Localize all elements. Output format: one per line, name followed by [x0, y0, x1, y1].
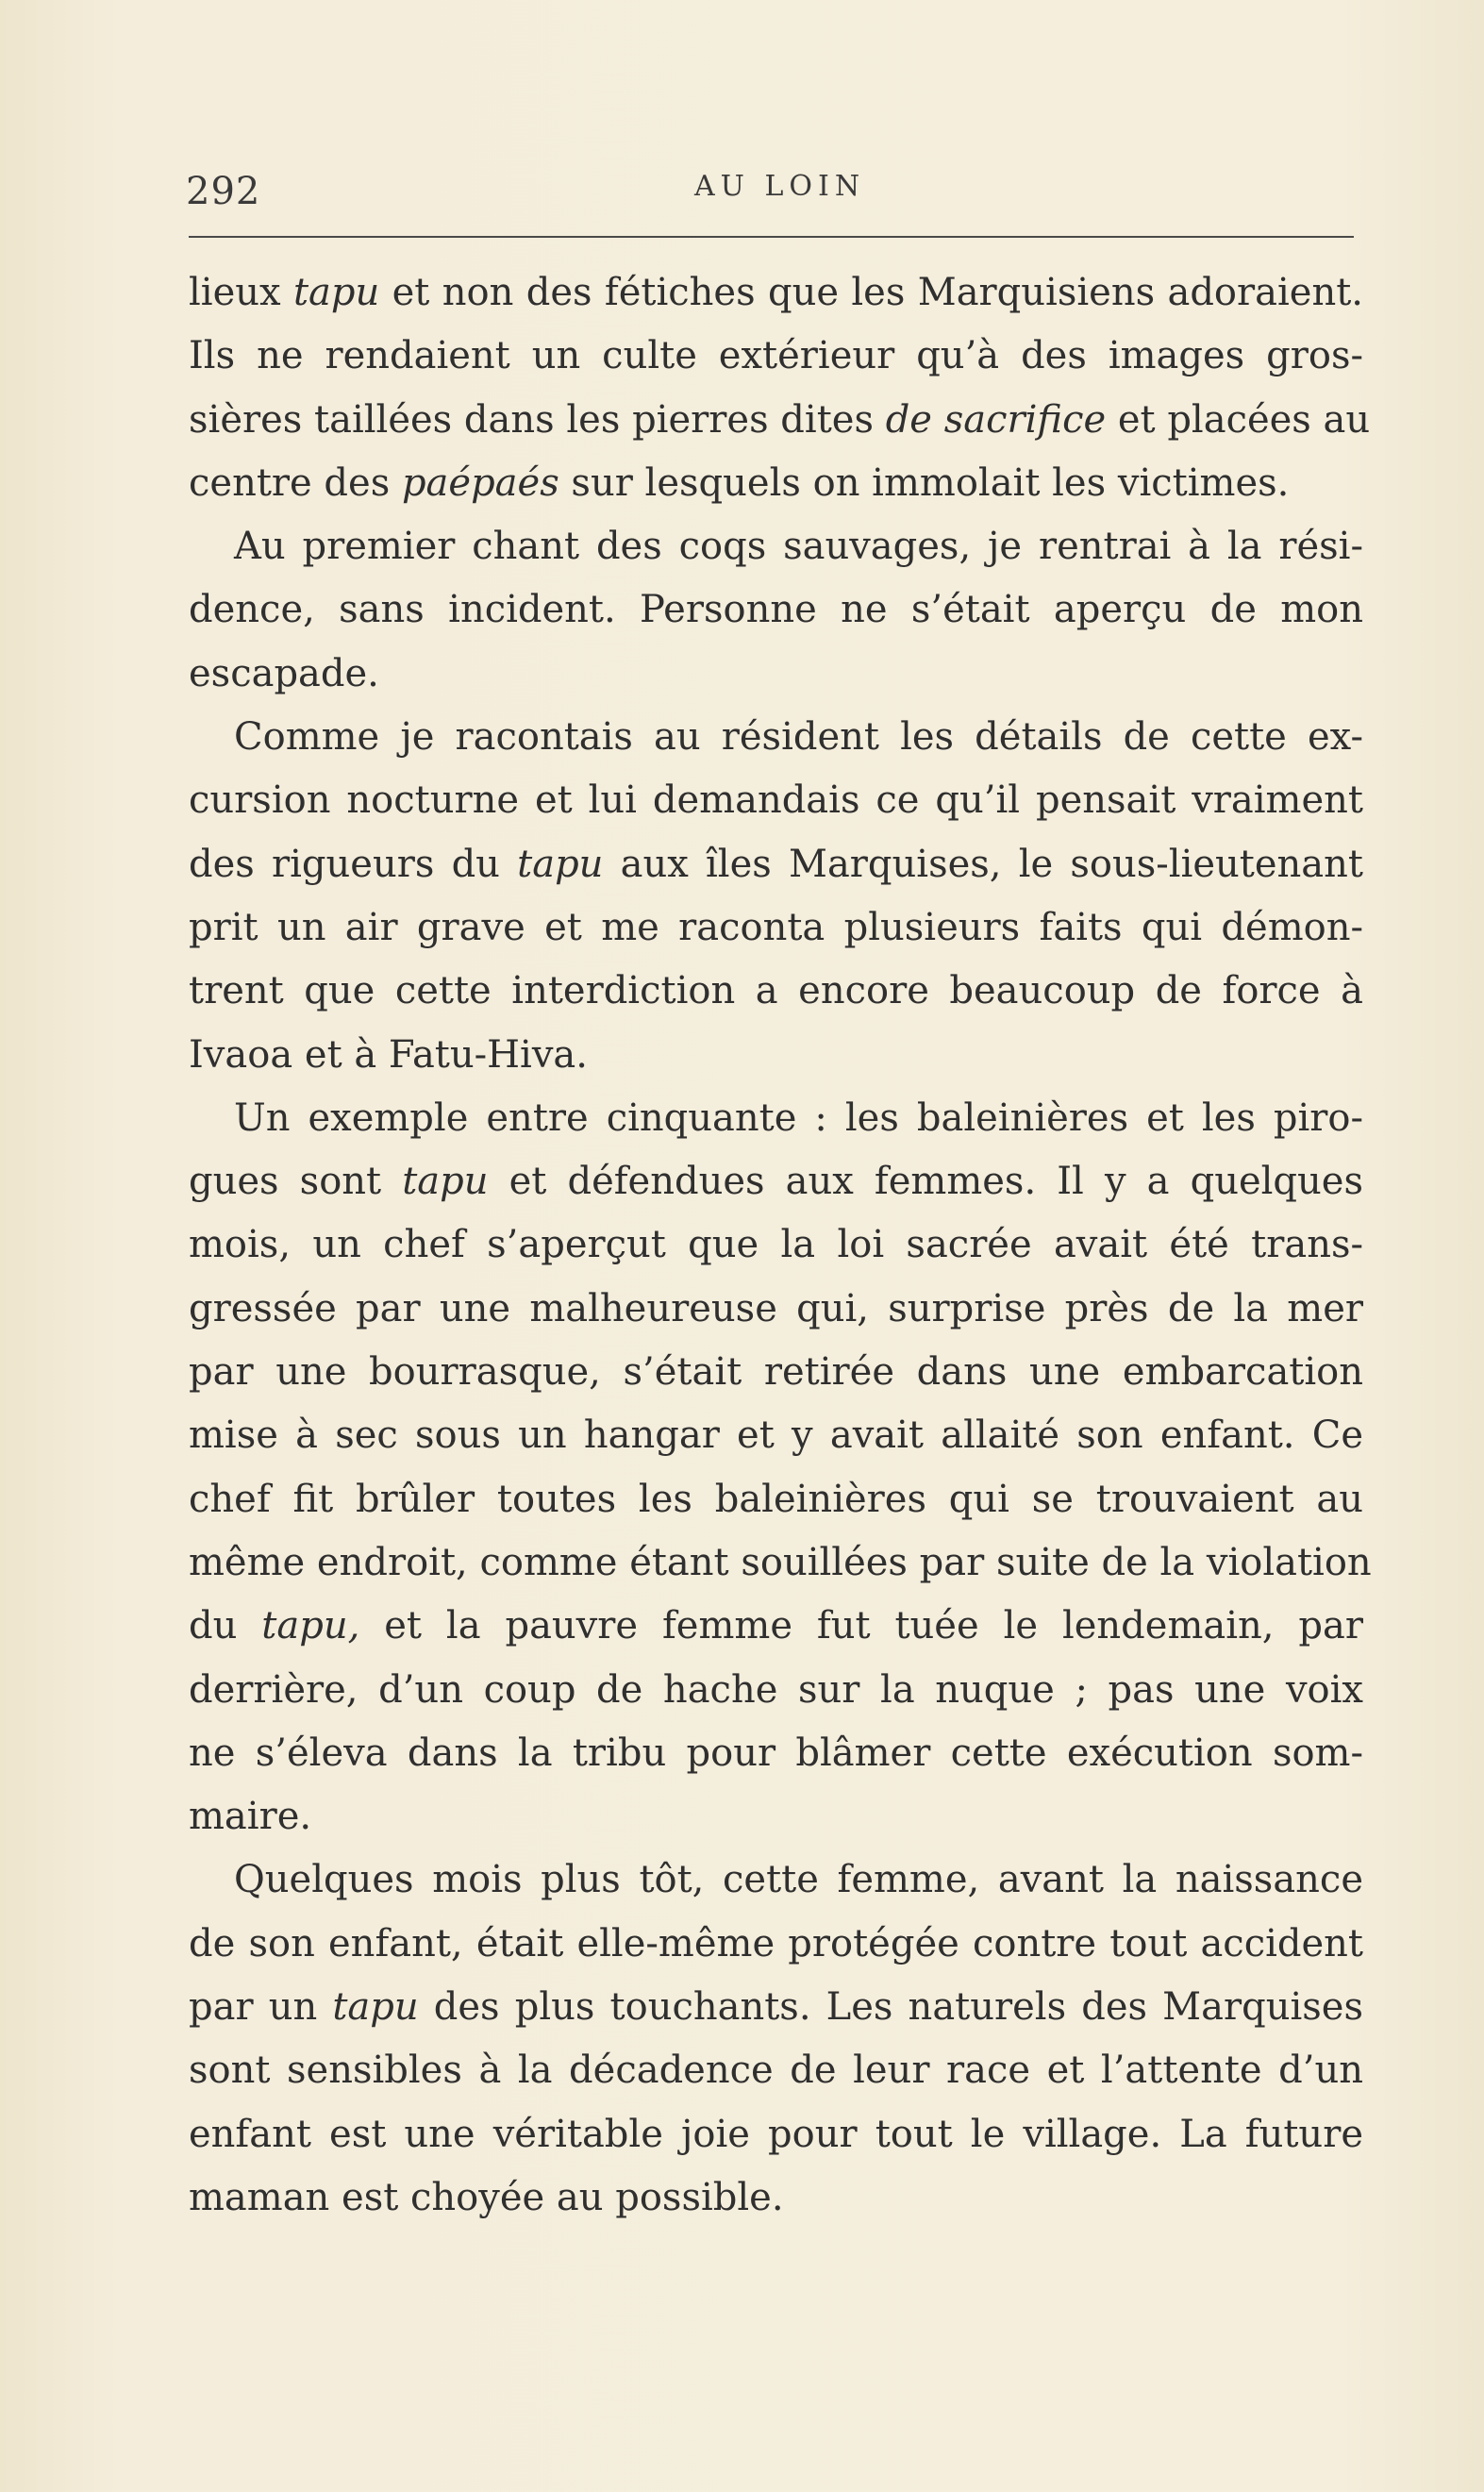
text-line: centre des paépaés sur lesquels on immolait les victimes.	[189, 460, 1290, 505]
text-line: Ivaoa et à Fatu-Hiva.	[189, 1032, 588, 1077]
text-line: même endroit, comme étant souillées par suite de la violation	[189, 1540, 1372, 1584]
text-line: maire.	[189, 1795, 312, 1839]
text-line: Ils ne rendaient un culte extérieur qu’à des images gros-	[189, 334, 1363, 378]
text-line: maman est choyée au possible.	[189, 2175, 784, 2219]
text-line: Au premier chant des coqs sauvages, je rentrai à la rési-	[234, 525, 1363, 569]
text-line: prit un air grave et me raconta plusieurs faits qui démon-	[189, 905, 1363, 949]
text-line: mois, un chef s’aperçut que la loi sacrée avait été trans-	[189, 1223, 1363, 1267]
text-line: sont sensibles à la décadence de leur race et l’attente d’un	[189, 2049, 1363, 2093]
text-line: par une bourrasque, s’était retirée dans une embarcation	[189, 1350, 1363, 1395]
body-text	[189, 261, 1372, 2230]
text-line: derrière, d’un coup de hache sur la nuque ; pas une voix	[189, 1667, 1363, 1712]
text-line: ne s’éleva dans la tribu pour blâmer cette exécution som-	[189, 1731, 1363, 1775]
text-line: Comme je racontais au résident les détails de cette ex-	[234, 715, 1363, 760]
text-line: Un exemple entre cinquante : les baleinières et les piro-	[234, 1095, 1363, 1140]
text-line: enfant est une véritable joie pour tout le village. La future	[189, 2112, 1363, 2156]
page-number: 292	[186, 170, 261, 213]
text-line: mise à sec sous un hangar et y avait allaité son enfant. Ce	[189, 1413, 1363, 1458]
text-line: dence, sans incident. Personne ne s’était aperçu de mon	[189, 588, 1363, 632]
text-line: par un tapu des plus touchants. Les naturels des Marquises	[189, 1985, 1363, 2030]
header-rule	[189, 236, 1354, 238]
text-line: cursion nocturne et lui demandais ce qu’il pensait vraiment	[189, 778, 1363, 823]
text-line: du tapu, et la pauvre femme fut tuée le lendemain, par	[189, 1604, 1363, 1648]
running-title: AU LOIN	[694, 170, 866, 203]
text-line: gues sont tapu et défendues aux femmes. Il y a quelques	[189, 1160, 1363, 1204]
text-line: trent que cette interdiction a encore beaucoup de force à	[189, 969, 1363, 1013]
text-line: des rigueurs du tapu aux îles Marquises, le sous-lieutenant	[189, 842, 1363, 886]
text-line: escapade.	[189, 651, 379, 695]
text-line: sières taillées dans les pierres dites de sacrifice et placées au	[189, 397, 1371, 442]
text-line: gressée par une malheureuse qui, surprise près de la mer	[189, 1286, 1363, 1330]
text-line: chef fit brûler toutes les baleinières qui se trouvaient au	[189, 1477, 1363, 1521]
text-line: de son enfant, était elle-même protégée contre tout accident	[189, 1921, 1363, 1965]
text-line: lieux tapu et non des fétiches que les Marquisiens adoraient.	[189, 271, 1363, 314]
text-line: Quelques mois plus tôt, cette femme, avant la naissance	[234, 1858, 1363, 1902]
